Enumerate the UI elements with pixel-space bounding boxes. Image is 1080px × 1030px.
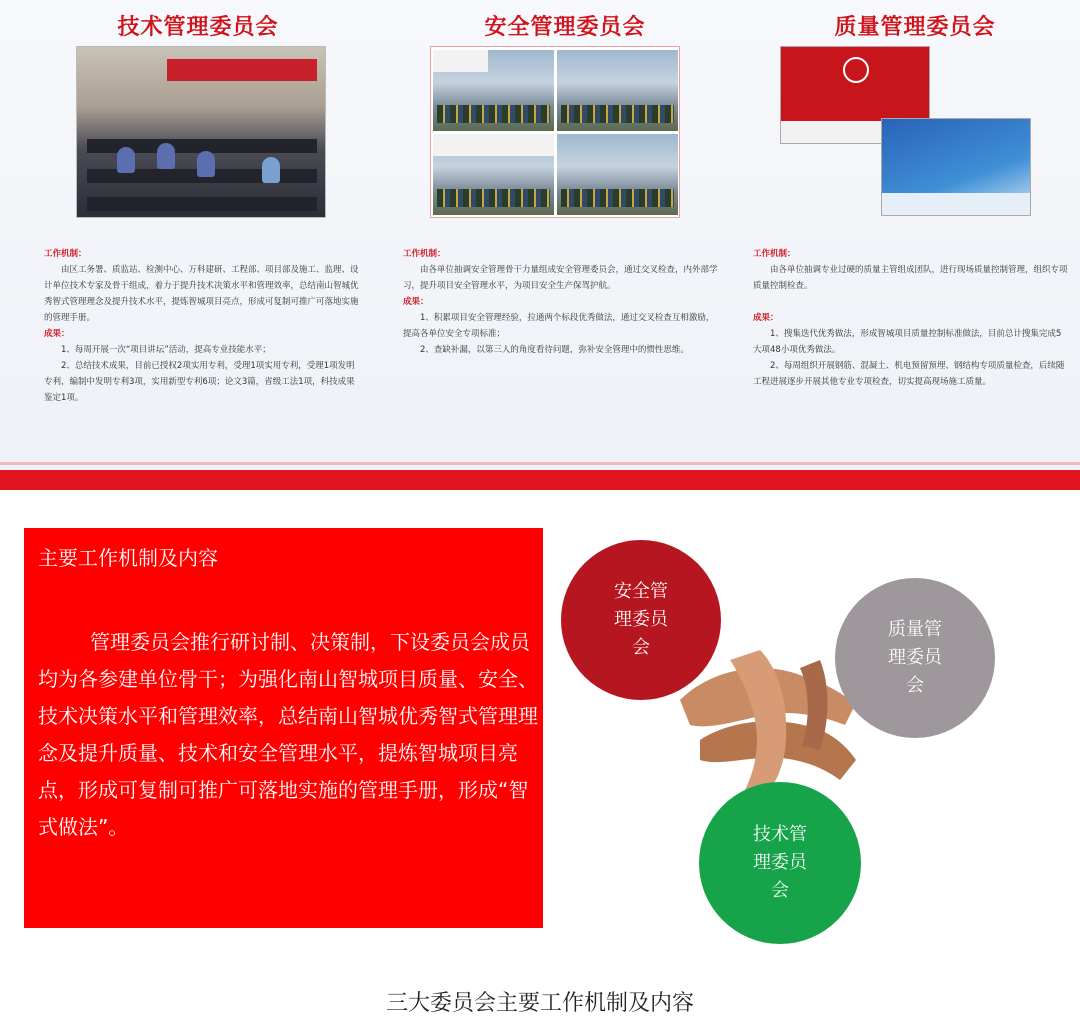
blue-document-cover [881,118,1031,216]
safety-circle-label: 安全管理委员会 [614,581,668,658]
safety-committee-circle [561,540,721,700]
meeting-room-image [76,46,326,218]
safety-committee-column [395,0,735,460]
mechanism-label: 工作机制： [44,249,87,259]
mechanism-text: 由各单位抽调专业过硬的质量主管组成团队，进行现场质量控制管理，组织专项质量控制检查。 [753,265,1068,291]
company-logo-icon [843,57,869,83]
result-item: 1、每周开展一次“项目讲坛”活动，提高专业技能水平； [61,345,271,355]
result-item: 2、每周组织开展钢筋、混凝土、机电预留预埋、钢结构专项质量检查，后续随工程进展逐步开展其他专业专项检查，切实提高现场施工质量。 [753,361,1065,387]
technical-circle-label: 技术管理委员会 [753,824,807,901]
results-label: 成果： [753,313,779,323]
summary-box [24,528,543,928]
safety-inspection-photos [395,46,735,222]
technical-committee-text [44,246,360,406]
technical-committee-column [0,0,359,460]
mechanism-text: 由区工务署、质监站、检测中心、万科建研、工程部、项目部及施工、监理、设计单位技术专家及骨干组成，着力于提升技术决策水平和管理效率，总结南山智城优秀智式管理理念及提升技术水平，提炼智城项目亮点，形成可复制可推广可落地实施的管理手册。 [44,265,359,323]
poster-divider [0,462,1080,465]
safety-committee-text [403,246,719,358]
result-item: 1、积累项目安全管理经验，拉通两个标段优秀做法，通过交叉检查互相激励，提高各单位安全专项标准； [403,313,715,339]
mechanism-text: 由各单位抽调安全管理骨干力量组成安全管理委员会，通过交叉检查，内外部学习，提升项目安全管理水平，为项目安全生产保驾护航。 [403,265,718,291]
results-label: 成果： [403,297,429,307]
inspection-group-images [430,46,680,218]
committee-poster [0,0,1080,490]
safety-committee-title: 安全管理委员会 [484,15,646,40]
mechanism-label: 工作机制： [403,249,446,259]
technical-committee-title: 技术管理委员会 [117,15,279,40]
quality-documents-images [745,46,1080,222]
quality-committee-circle [835,578,995,738]
technical-committee-circle [699,782,861,944]
quality-committee-text [753,246,1069,390]
technical-meeting-photo [0,46,340,222]
result-item: 2、总结技术成果，目前已授权2项实用专利，受理1项实用专利，受理1项发明专利，编制中发明专利3项，实用新型专利6项；论文3篇，省级工法1项，科技成果鉴定1项。 [44,361,355,403]
result-item: 1、搜集迭代优秀做法，形成智城项目质量控制标准做法，目前总计搜集完成5大项48小项优秀做法。 [753,329,1062,355]
result-item: 2、查缺补漏，以第三人的角度看待问题，弥补安全管理中的惯性思维。 [420,345,689,355]
poster-red-stripe [0,470,1080,490]
quality-committee-title: 质量管理委员会 [834,15,996,40]
summary-body: 管理委员会推行研讨制、决策制，下设委员会成员均为各参建单位骨干；为强化南山智城项目质量、安全、技术决策水平和管理效率，总结南山智城优秀智式管理理念及提升质量、技术和安全管理水平，提炼智城项目亮点，形成可复制可推广可落地实施的管理手册，形成“智式做法”。 [38,630,538,839]
figure-caption: 三大委员会主要工作机制及内容 [385,991,694,1016]
quality-committee-column [745,0,1080,460]
results-label: 成果： [44,329,70,339]
quality-circle-label: 质量管理委员会 [888,619,942,696]
mechanism-label: 工作机制： [753,249,796,259]
summary-heading: 主要工作机制及内容 [38,546,218,570]
